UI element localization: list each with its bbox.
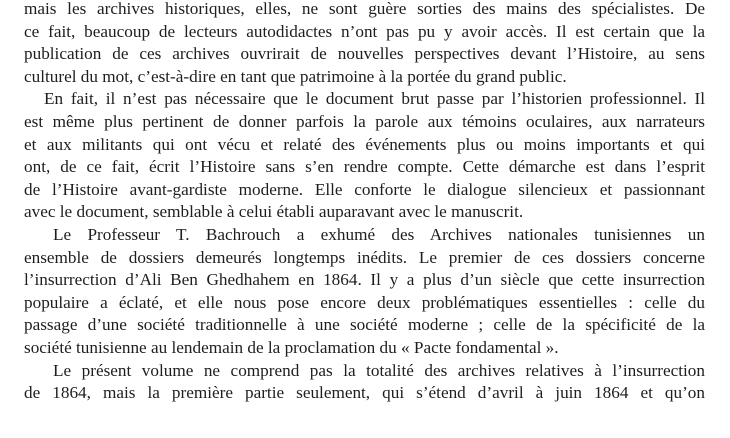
paragraph-present-volume: [24, 360, 705, 405]
text-line: publication de ces archives ouvrirait de nouvelles perspectives devant l’Histoire, au sens: [24, 44, 705, 64]
text-line: culturel du mot, c’est-à-dire en tant que patrimoine à la portée du grand public.: [24, 66, 567, 86]
text-line: mais les archives historiques, elles, ne sont guère sorties des mains des spécialistes. De: [24, 0, 705, 18]
text-line: populaire a éclaté, et elle nous pose encore deux problématiques essentielles : celle du: [24, 292, 705, 312]
text-line: avec le document, semblable à celui établi auparavant avec le manuscrit.: [24, 202, 524, 222]
paragraph-bachrouch-dossiers: [24, 224, 705, 360]
text-line: est même plus pertinent de donner parfois la parole aux témoins oculaires, aux narrateurs: [24, 111, 705, 131]
text-line: passage d’une société traditionnelle à une société moderne ; celle de la spécificité de la: [24, 315, 705, 335]
text-line: ensemble de dossiers demeurés longtemps inédits. Le premier de ces dossiers concerne: [24, 247, 705, 267]
text-line: l’insurrection d’Ali Ben Ghedhahem en 1864. Il y a plus d’un siècle que cette insurrection: [24, 270, 705, 290]
text-line: Le présent volume ne comprend pas la totalité des archives relatives à l’insurrection: [53, 360, 705, 380]
text-line: En fait, il n’est pas nécessaire que le document brut passe par l’historien professionnel. Il: [44, 89, 705, 109]
text-line: Le Professeur T. Bachrouch a exhumé des Archives nationales tunisiennes un: [53, 224, 705, 244]
text-line: société tunisienne au lendemain de la proclamation du « Pacte fondamental ».: [24, 337, 559, 357]
text-line: et aux militants qui ont vécu et relaté des événements plus ou moins importants et qui: [24, 134, 705, 154]
text-line: ce fait, beaucoup de lecteurs autodidactes n’ont pas pu y avoir accès. Il est certain que la: [24, 21, 705, 41]
text-line: ont, de ce fait, écrit l’Histoire sans s’en rendre compte. Cette démarche est dans l’esprit: [24, 157, 705, 177]
text-line: de 1864, mais la première partie seulement, qui s’étend d’avril à juin 1864 et qu’on: [24, 383, 705, 403]
paragraph-raw-document: [24, 88, 705, 224]
document-page: [24, 0, 705, 405]
paragraph-archives-access: [24, 0, 705, 88]
text-line: de l’Histoire avant-gardiste moderne. Elle conforte le dialogue silencieux et passionnant: [24, 179, 705, 199]
